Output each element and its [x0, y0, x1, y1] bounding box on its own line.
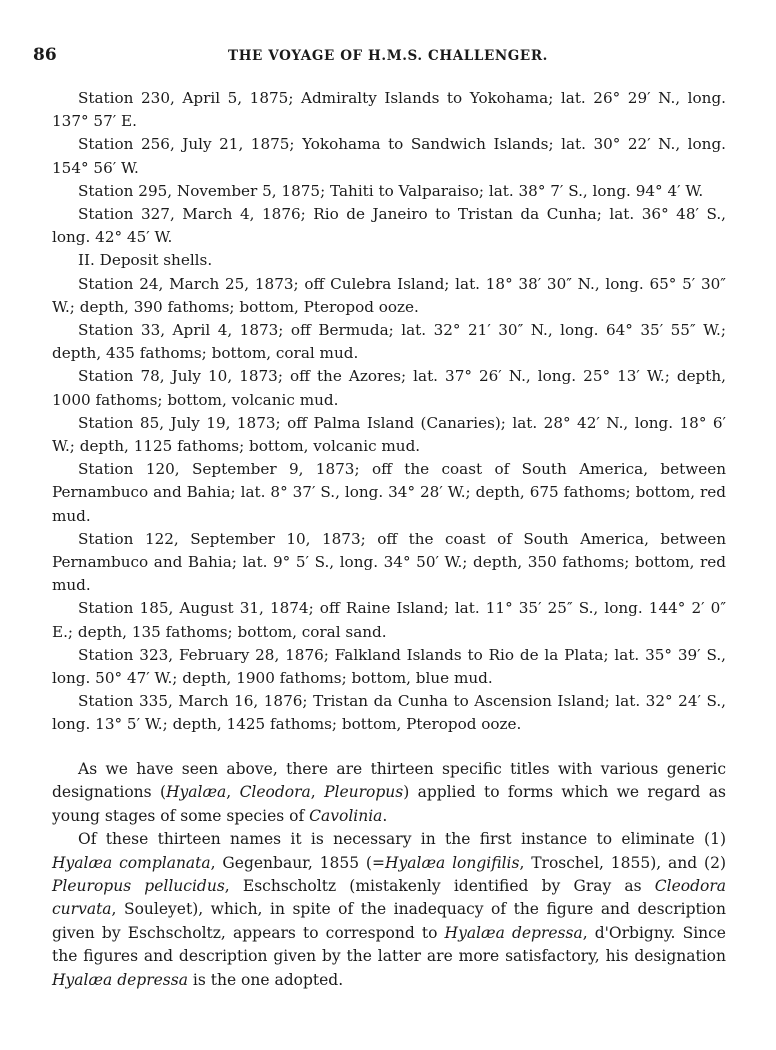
- running-title: THE VOYAGE OF H.M.S. CHALLENGER.: [228, 48, 548, 64]
- text-run: ,: [226, 783, 240, 802]
- text-run: ) applied to forms which we regard as young stages of some species of: [52, 783, 726, 825]
- text-run: is the one adopted.: [187, 970, 344, 989]
- station-entry: Station 185, August 31, 1874; off Raine Island; lat. 11° 35′ 25″ S., long. 144° 2′ 0″ E.; depth, 135 fathoms; bottom, coral sand.: [52, 599, 726, 641]
- station-entry: Station 335, March 16, 1876; Tristan da Cunha to Ascension Island; lat. 32° 24′ S., long. 13° 5′ W.; depth, 1425 fathoms; bottom, Pteropod ooze.: [52, 692, 726, 734]
- station-entry: Station 85, July 19, 1873; off Palma Island (Canaries); lat. 28° 42′ N., long. 18° 6′ W.; depth, 1125 fathoms; bottom, volcanic mud.: [52, 413, 726, 456]
- text-run: ,: [310, 783, 325, 802]
- text-run: , Gegenbaur, 1855 (=: [210, 853, 385, 872]
- page-number: 86: [33, 45, 57, 65]
- station-entry: Station 295, November 5, 1875; Tahiti to Valparaiso; lat. 38° 7′ S., long. 94° 4′ W.: [78, 181, 704, 200]
- paragraph-eliminate-names: [52, 828, 726, 992]
- species-name: Cleodora curvata: [52, 877, 727, 919]
- station-entry: Station 327, March 4, 1876; Rio de Janeiro to Tristan da Cunha; lat. 36° 48′ S., long. 42° 45′ W.: [52, 205, 726, 247]
- text-run: Of these thirteen names it is necessary in the first instance to eliminate (1): [78, 830, 726, 849]
- text-run: As we have seen above, there are thirteen specific titles with various generic designations (: [52, 760, 726, 802]
- text-run: , d'Orbigny. Since the figures and description given by the latter are more satisfactory, his designation: [52, 923, 726, 966]
- station-entry: Station 120, September 9, 1873; off the coast of South America, between Pernambuco and Bahia; lat. 8° 37′ S., long. 34° 28′ W.; depth, 675 fathoms; bottom, red mud.: [52, 460, 726, 525]
- paragraph-specific-titles: [52, 758, 726, 828]
- text-run: , Eschscholtz (mistakenly identified by Gray as: [224, 877, 655, 896]
- genus-name: Hyalæa: [166, 783, 227, 802]
- species-name: Pleuropus pellucidus: [52, 877, 225, 896]
- commentary: [52, 758, 726, 992]
- station-entry: Station 78, July 10, 1873; off the Azores; lat. 37° 26′ N., long. 25° 13′ W.; depth, 1000 fathoms; bottom, volcanic mud.: [52, 367, 726, 409]
- station-entry: Station 256, July 21, 1875; Yokohama to Sandwich Islands; lat. 30° 22′ N., long. 154° 56′ W.: [52, 135, 726, 177]
- species-name: Hyalæa depressa: [444, 923, 583, 942]
- station-entry: Station 24, March 25, 1873; off Culebra Island; lat. 18° 38′ 30″ N., long. 65° 5′ 30″ W.; depth, 390 fathoms; bottom, Pteropod ooze.: [52, 274, 726, 316]
- text-run: .: [382, 806, 388, 825]
- section-heading-deposit-shells: II. Deposit shells.: [78, 251, 213, 270]
- text-run: , Troschel, 1855), and (2): [519, 853, 726, 872]
- species-name: Hyalæa depressa: [52, 970, 188, 989]
- station-entry: Station 230, April 5, 1875; Admiralty Islands to Yokohama; lat. 26° 29′ N., long. 137° 57′ E.: [52, 89, 726, 131]
- station-list: [52, 87, 726, 737]
- genus-name: Pleuropus: [324, 783, 404, 802]
- species-name: Hyalæa longifilis: [384, 853, 520, 872]
- genus-name: Cleodora: [239, 783, 311, 802]
- species-name: Hyalæa complanata: [52, 853, 211, 872]
- text-run: , Souleyet), which, in spite of the inadequacy of the figure and description given by Eschscholtz, appears to correspond to: [52, 900, 726, 942]
- genus-name: Cavolinia: [309, 806, 383, 825]
- station-entry: Station 122, September 10, 1873; off the coast of South America, between Pernambuco and Bahia; lat. 9° 5′ S., long. 34° 50′ W.; depth, 350 fathoms; bottom, red mud.: [52, 529, 726, 595]
- station-entry: Station 33, April 4, 1873; off Bermuda; lat. 32° 21′ 30″ N., long. 64° 35′ 55″ W.; depth, 435 fathoms; bottom, coral mud.: [52, 321, 726, 363]
- station-entry: Station 323, February 28, 1876; Falkland Islands to Rio de la Plata; lat. 35° 39′ S., long. 50° 47′ W.; depth, 1900 fathoms; bottom, blue mud.: [52, 645, 726, 688]
